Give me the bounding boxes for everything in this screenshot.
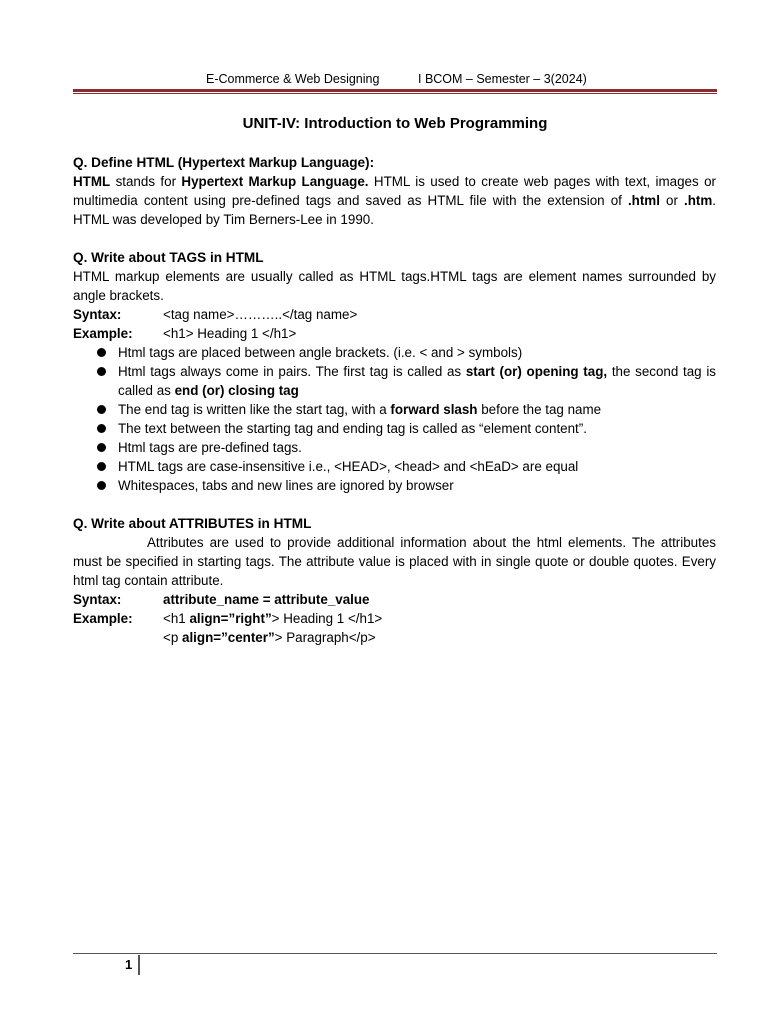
text-run: stands for (110, 174, 182, 189)
text-run: > Paragraph</p> (274, 630, 376, 645)
text-run: The end tag is written like the start tag, with a (118, 402, 391, 417)
term-full-form: Hypertext Markup Language. (181, 174, 369, 189)
section-attributes (73, 514, 716, 647)
bullet-icon (97, 405, 106, 414)
list-item-text: The text between the starting tag and ending tag is called as “element content”. (118, 421, 587, 436)
section-heading: Q. Write about TAGS in HTML (73, 250, 264, 265)
bullet-icon (97, 481, 106, 490)
bullet-icon (97, 424, 106, 433)
header-semester: I BCOM – Semester – 3(2024) (418, 72, 587, 86)
section-heading: Q. Write about ATTRIBUTES in HTML (73, 516, 312, 531)
bullet-icon (97, 367, 106, 376)
ext-html: .html (627, 193, 660, 208)
example-label: Example: (73, 326, 133, 341)
page-number: 1 (125, 957, 133, 972)
section-heading: Q. Define HTML (Hypertext Markup Language): (73, 155, 375, 170)
header-rule-thick (73, 89, 717, 92)
text-run: > Heading 1 </h1> (271, 611, 383, 626)
list-item-text: Html tags are placed between angle brackets. (i.e. < and > symbols) (118, 345, 523, 360)
list-item (73, 438, 716, 457)
bullet-icon (97, 443, 106, 452)
syntax-label: Syntax: (73, 307, 122, 322)
text-run: before the tag name (477, 402, 602, 417)
ext-htm: .htm (684, 193, 713, 208)
list-item (73, 343, 716, 362)
list-item (73, 476, 716, 495)
term-start-tag: start (or) opening tag, (465, 364, 608, 379)
bullet-icon (97, 348, 106, 357)
example-value-2 (163, 628, 376, 647)
section-paragraph (73, 172, 716, 229)
footer-rule (73, 953, 717, 954)
list-item (73, 457, 716, 476)
list-item (73, 400, 716, 419)
text-run: . HTML was developed by Tim Berners-Lee in 1990. (73, 193, 716, 227)
text-run: Html tags always come in pairs. The first tag is called as (118, 364, 466, 379)
attr-align-center: align=”center” (182, 630, 275, 645)
example-value: <h1> Heading 1 </h1> (163, 326, 297, 341)
section-paragraph: HTML markup elements are usually called as HTML tags.HTML tags are element names surrounded by angle brackets. (73, 269, 716, 303)
list-item-text: Html tags are pre-defined tags. (118, 440, 302, 455)
page-number-divider (138, 955, 140, 975)
list-item-text: Whitespaces, tabs and new lines are ignored by browser (118, 478, 454, 493)
header-rule-thin (73, 93, 717, 94)
example-row (73, 324, 716, 343)
text-run: the second tag is called as (118, 364, 716, 398)
bullet-list (73, 343, 716, 495)
page-title: UNIT-IV: Introduction to Web Programming (242, 115, 548, 132)
text-run: <p (163, 630, 182, 645)
syntax-value: <tag name>………..</tag name> (163, 307, 358, 322)
syntax-label: Syntax: (73, 592, 122, 607)
example-value-1 (163, 609, 382, 628)
list-item-text: HTML tags are case-insensitive i.e., <HEAD>, <head> and <hEaD> are equal (118, 459, 579, 474)
page-header (73, 70, 717, 88)
term-end-tag: end (or) closing tag (174, 383, 299, 398)
bullet-icon (97, 462, 106, 471)
header-course: E-Commerce & Web Designing (206, 72, 380, 86)
term-forward-slash: forward slash (390, 402, 478, 417)
list-item (73, 362, 716, 400)
list-item (73, 419, 716, 438)
section-define-html (73, 153, 716, 229)
example-row (73, 609, 716, 628)
text-run: HTML is used to create web pages with text, images or multimedia content using pre-defined tags and saved as HTML file with the extension of (73, 174, 716, 208)
syntax-value: attribute_name = attribute_value (163, 592, 370, 607)
text-run: or (659, 193, 684, 208)
example-label: Example: (73, 611, 133, 626)
term-html: HTML (73, 174, 111, 189)
section-paragraph: Attributes are used to provide additional information about the html elements. The attributes must be specified in starting tags. The attribute value is placed with in single quote or double quotes. Every html tag contain attribute. (73, 535, 716, 588)
syntax-row (73, 305, 716, 324)
section-tags (73, 248, 716, 495)
example-row-2 (73, 628, 716, 647)
attr-align-right: align=”right” (189, 611, 272, 626)
text-run: <h1 (163, 611, 190, 626)
syntax-row (73, 590, 716, 609)
